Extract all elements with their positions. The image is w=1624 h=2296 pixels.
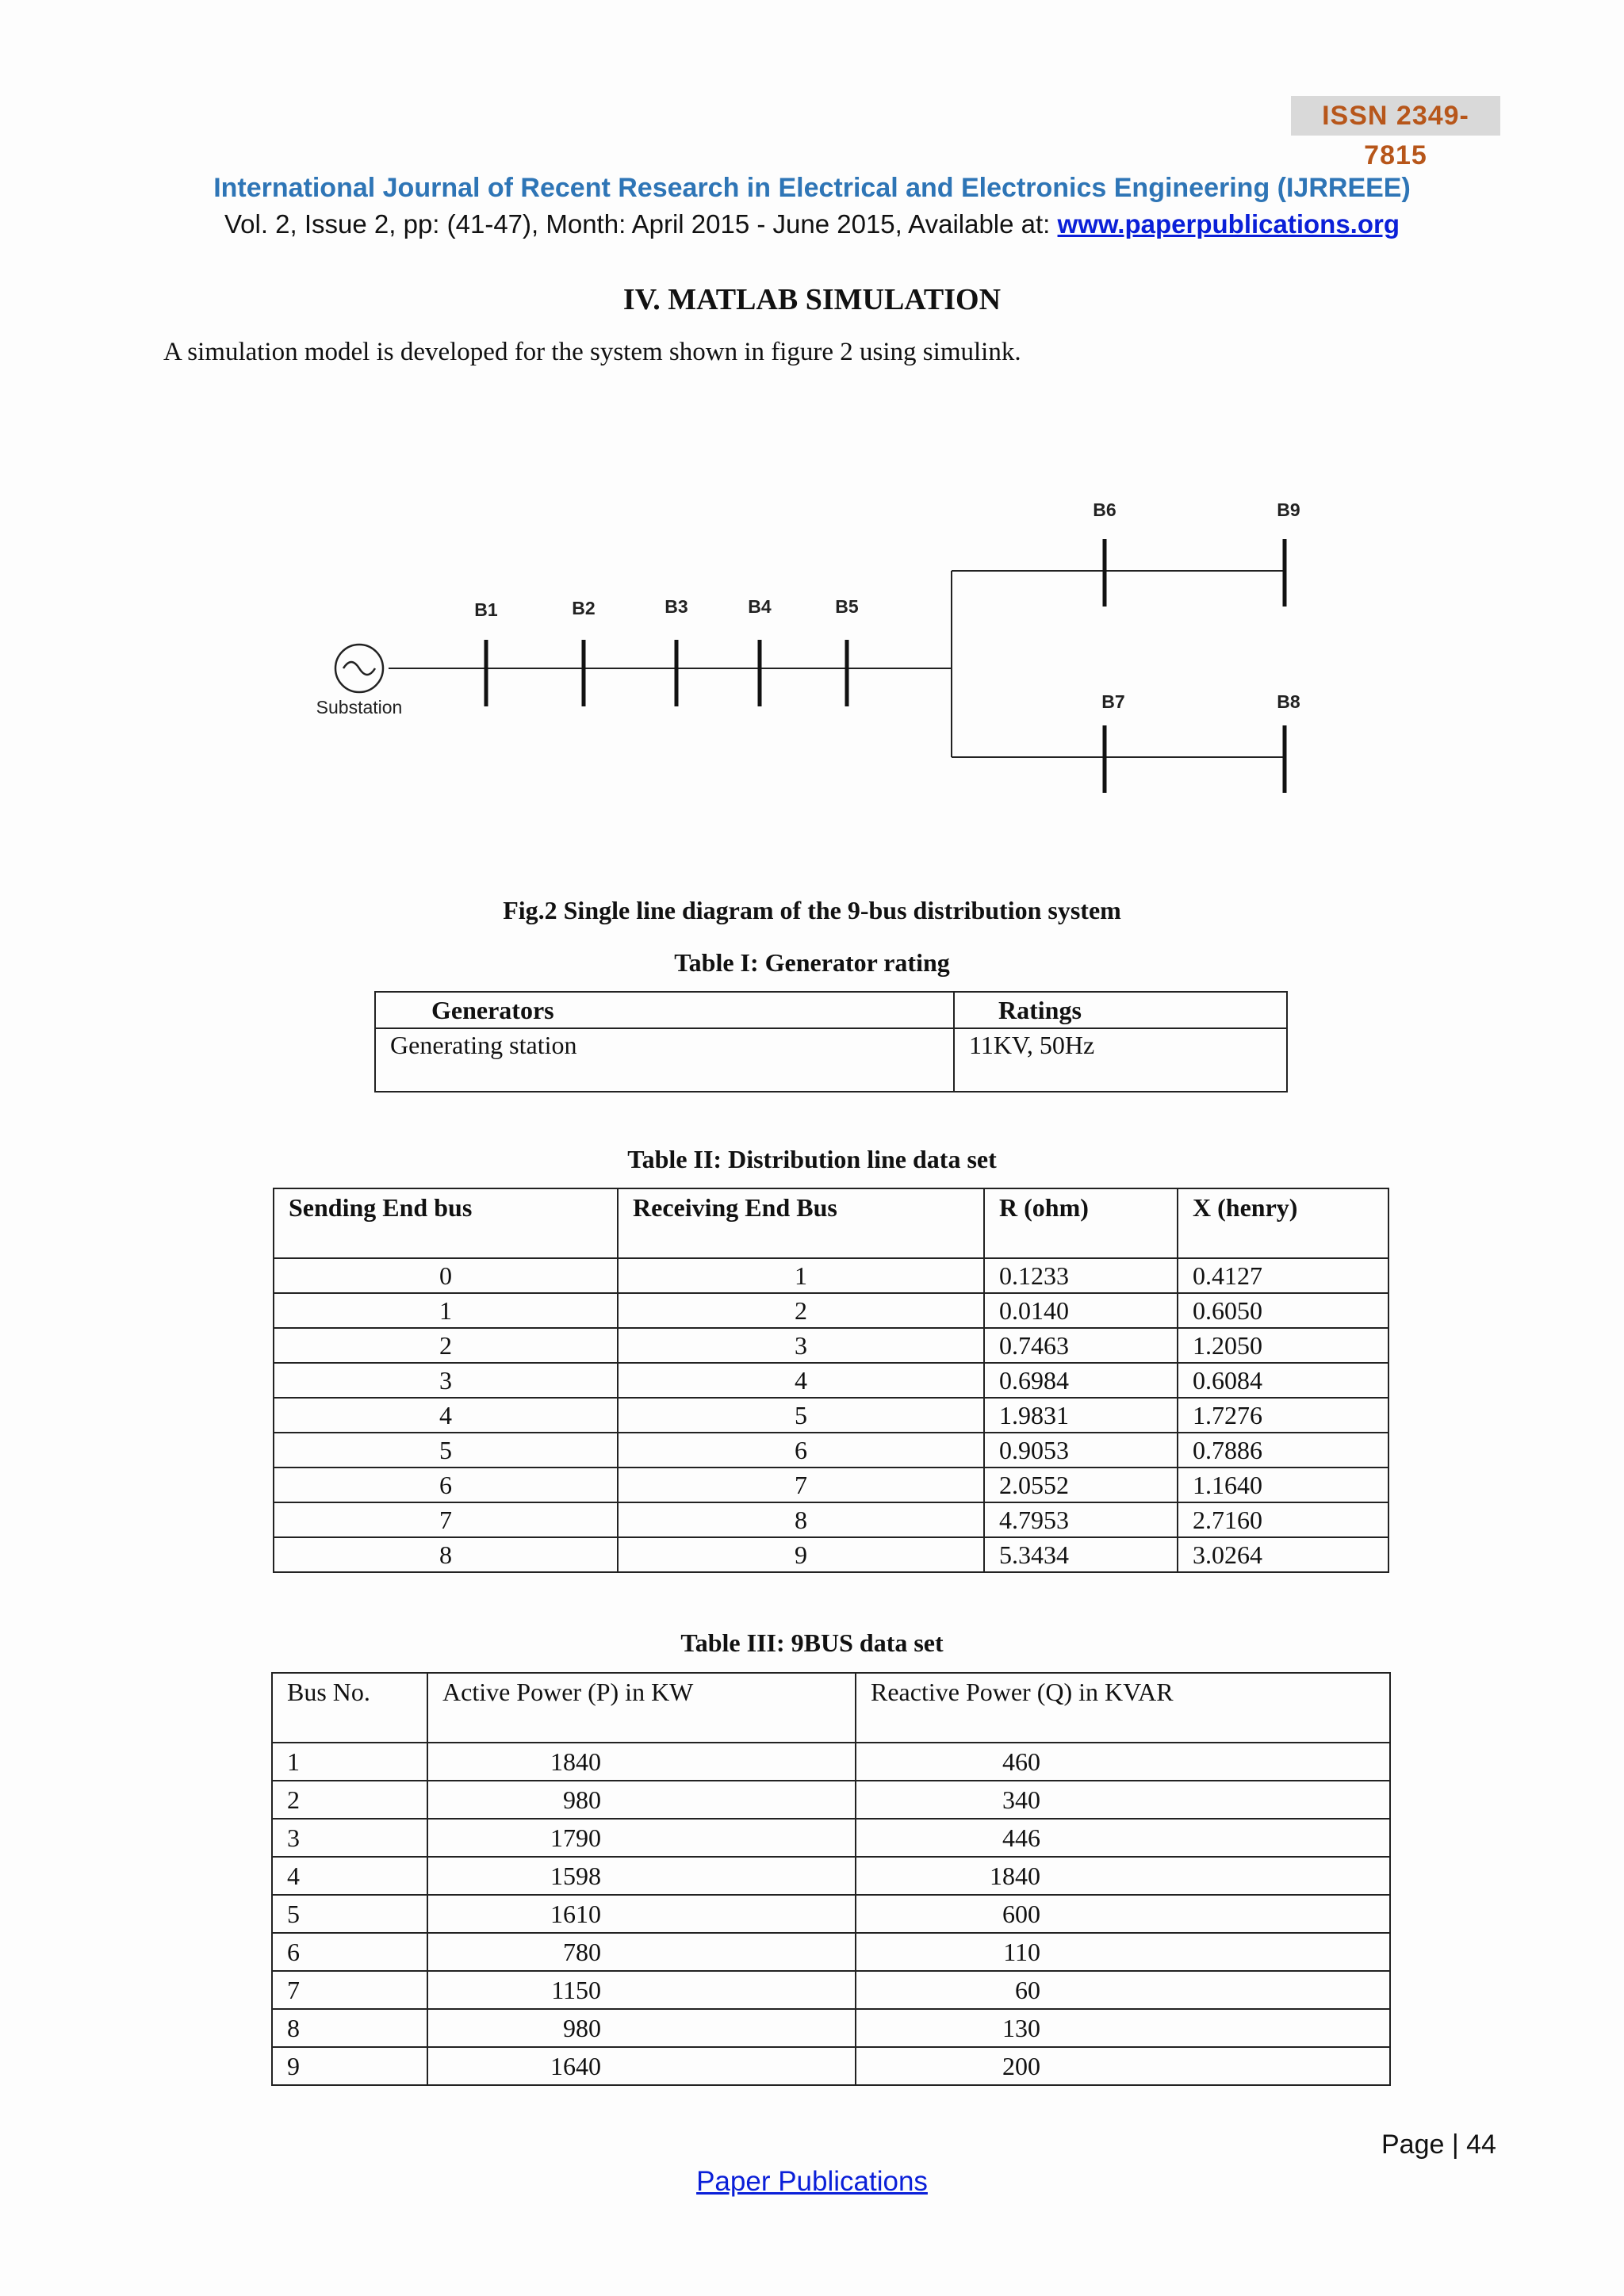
table-cell: 1610 — [427, 1895, 856, 1933]
table-cell: 6 — [618, 1433, 984, 1468]
table-row — [375, 1028, 1287, 1092]
bus-label-b1: B1 — [474, 599, 498, 620]
table-header-row — [274, 1188, 1388, 1258]
table-cell: 0.9053 — [984, 1433, 1178, 1468]
page-number: Page | 44 — [1381, 2130, 1496, 2160]
table-cell: 460 — [856, 1743, 1390, 1781]
table-cell: 6 — [274, 1468, 618, 1502]
table-row — [274, 1258, 1388, 1293]
table-cell: 1 — [272, 1743, 427, 1781]
table-cell: 0.7463 — [984, 1328, 1178, 1363]
table-cell: 3 — [274, 1363, 618, 1398]
table-cell: 1.1640 — [1178, 1468, 1388, 1502]
bus-label-b9: B9 — [1277, 499, 1300, 520]
bus-label-b8: B8 — [1277, 691, 1300, 712]
bus-label-b5: B5 — [835, 596, 859, 617]
table-header-cell: Ratings — [954, 992, 1287, 1028]
table-header-cell: X (henry) — [1178, 1188, 1388, 1258]
table1-caption: Table I: Generator rating — [674, 948, 950, 977]
table-row — [274, 1537, 1388, 1572]
table-cell: 980 — [427, 1781, 856, 1819]
table-cell: 60 — [856, 1971, 1390, 2009]
table-header-cell: Sending End bus — [274, 1188, 618, 1258]
journal-title: International Journal of Recent Research in Electrical and Electronics Engineering (IJRREEE) — [213, 173, 1411, 203]
table-cell: 780 — [427, 1933, 856, 1971]
issn-badge: ISSN 2349-7815 — [1291, 96, 1500, 136]
volume-info — [0, 209, 1624, 239]
journal-website-link[interactable]: www.paperpublications.org — [1057, 209, 1400, 239]
table-cell: 0.0140 — [984, 1293, 1178, 1328]
table-cell: 980 — [427, 2009, 856, 2047]
table-cell: Generating station — [375, 1028, 954, 1092]
table-cell: 8 — [272, 2009, 427, 2047]
figure-caption: Fig.2 Single line diagram of the 9-bus distribution system — [503, 896, 1121, 924]
table-cell: 1790 — [427, 1819, 856, 1857]
table-cell: 7 — [272, 1971, 427, 2009]
table-cell: 1640 — [427, 2047, 856, 2085]
table-cell: 1.9831 — [984, 1398, 1178, 1433]
generator-rating-table — [374, 991, 1288, 1093]
table-row — [272, 1857, 1390, 1895]
table-cell: 5.3434 — [984, 1537, 1178, 1572]
intro-paragraph: A simulation model is developed for the system shown in figure 2 using simulink. — [163, 338, 1021, 366]
table-row — [272, 1781, 1390, 1819]
bus-label-b2: B2 — [572, 598, 596, 618]
table-header-cell: R (ohm) — [984, 1188, 1178, 1258]
table-cell: 9 — [272, 2047, 427, 2085]
table-cell: 110 — [856, 1933, 1390, 1971]
bus-label-b6: B6 — [1093, 499, 1116, 520]
table-cell: 2 — [274, 1328, 618, 1363]
table-cell: 200 — [856, 2047, 1390, 2085]
publisher-link[interactable]: Paper Publications — [696, 2166, 928, 2197]
table-row — [272, 1933, 1390, 1971]
table2-caption: Table II: Distribution line data set — [627, 1145, 997, 1173]
table-cell: 2 — [272, 1781, 427, 1819]
table-row — [272, 1743, 1390, 1781]
table-cell: 4 — [274, 1398, 618, 1433]
table-cell: 1 — [274, 1293, 618, 1328]
table-cell: 4 — [272, 1857, 427, 1895]
table-cell: 11KV, 50Hz — [954, 1028, 1287, 1092]
table-cell: 1598 — [427, 1857, 856, 1895]
substation-source — [335, 645, 383, 692]
table-cell: 7 — [618, 1468, 984, 1502]
table-cell: 3 — [618, 1328, 984, 1363]
table-cell: 1.2050 — [1178, 1328, 1388, 1363]
table-row — [274, 1433, 1388, 1468]
table-cell: 5 — [274, 1433, 618, 1468]
table-cell: 1 — [618, 1258, 984, 1293]
bus-label-b3: B3 — [665, 596, 688, 617]
table-row — [274, 1468, 1388, 1502]
table-cell: 0.6984 — [984, 1363, 1178, 1398]
table-header-cell: Generators — [375, 992, 954, 1028]
table-cell: 4 — [618, 1363, 984, 1398]
section-title: IV. MATLAB SIMULATION — [622, 283, 1002, 316]
table-cell: 1150 — [427, 1971, 856, 2009]
table-cell: 9 — [618, 1537, 984, 1572]
table-header-cell: Active Power (P) in KW — [427, 1673, 856, 1743]
table-cell: 130 — [856, 2009, 1390, 2047]
table-header-cell: Receiving End Bus — [618, 1188, 984, 1258]
sine-wave-icon — [343, 662, 375, 675]
table-cell: 6 — [272, 1933, 427, 1971]
table-header-row — [375, 992, 1287, 1028]
table-cell: 5 — [272, 1895, 427, 1933]
distribution-line-table — [273, 1188, 1389, 1573]
table-cell: 0.6084 — [1178, 1363, 1388, 1398]
substation-label: Substation — [316, 697, 403, 718]
table-header-row — [272, 1673, 1390, 1743]
table-cell: 3 — [272, 1819, 427, 1857]
bus-data-table — [271, 1672, 1391, 2086]
table-row — [274, 1293, 1388, 1328]
table-cell: 600 — [856, 1895, 1390, 1933]
table-cell: 3.0264 — [1178, 1537, 1388, 1572]
table-cell: 7 — [274, 1502, 618, 1537]
table-row — [272, 2009, 1390, 2047]
table-row — [272, 1895, 1390, 1933]
table-row — [274, 1502, 1388, 1537]
table-row — [272, 1819, 1390, 1857]
single-line-diagram — [301, 488, 1332, 805]
table-header-cell: Bus No. — [272, 1673, 427, 1743]
table-cell: 1840 — [427, 1743, 856, 1781]
bus-label-b4: B4 — [748, 596, 772, 617]
table-cell: 8 — [618, 1502, 984, 1537]
table-row — [274, 1328, 1388, 1363]
table3-caption: Table III: 9BUS data set — [680, 1628, 944, 1657]
table-cell: 0.4127 — [1178, 1258, 1388, 1293]
table-cell: 2.7160 — [1178, 1502, 1388, 1537]
table-row — [272, 1971, 1390, 2009]
table-row — [274, 1363, 1388, 1398]
table-header-cell: Reactive Power (Q) in KVAR — [856, 1673, 1390, 1743]
bus-label-b7: B7 — [1101, 691, 1125, 712]
table-cell: 0.6050 — [1178, 1293, 1388, 1328]
table-cell: 4.7953 — [984, 1502, 1178, 1537]
table-cell: 0.7886 — [1178, 1433, 1388, 1468]
table-row — [272, 2047, 1390, 2085]
table-cell: 8 — [274, 1537, 618, 1572]
table-cell: 0 — [274, 1258, 618, 1293]
table-cell: 1.7276 — [1178, 1398, 1388, 1433]
table-cell: 0.1233 — [984, 1258, 1178, 1293]
table-cell: 5 — [618, 1398, 984, 1433]
table-cell: 2 — [618, 1293, 984, 1328]
table-cell: 446 — [856, 1819, 1390, 1857]
volume-text: Vol. 2, Issue 2, pp: (41-47), Month: April 2015 - June 2015, Available at: — [224, 209, 1058, 239]
table-row — [274, 1398, 1388, 1433]
table-cell: 1840 — [856, 1857, 1390, 1895]
table-cell: 340 — [856, 1781, 1390, 1819]
table-cell: 2.0552 — [984, 1468, 1178, 1502]
